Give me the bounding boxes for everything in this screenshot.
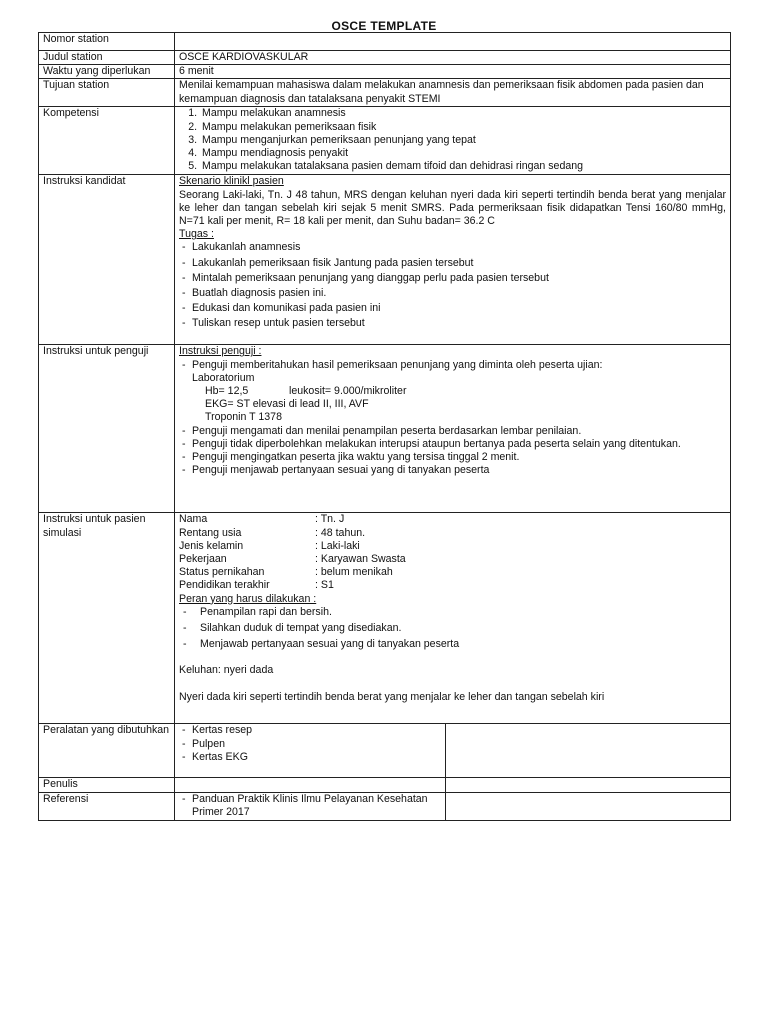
label-instruksi-kandidat: Instruksi kandidat <box>39 175 175 345</box>
list-item: - Mintalah pemeriksaan penunjang yang dianggap perlu pada pasien tersebut <box>179 272 726 287</box>
list-item: - Penampilan rapi dan bersih. <box>179 606 726 622</box>
kompetensi-list <box>179 107 726 173</box>
tasks-heading: Tugas : <box>179 228 214 241</box>
list-item: - Panduan Praktik Klinis Ilmu Pelayanan Kesehatan Primer 2017 <box>179 793 441 819</box>
row-instruksi-pasien <box>39 513 731 724</box>
label-judul-station: Judul station <box>39 51 175 65</box>
list-item: - Penguji tidak diperbolehkan melakukan interupsi ataupun bertanya pada peserta selain yang ditentukan. <box>179 438 726 451</box>
list-item: - Lakukanlah anamnesis <box>179 241 726 256</box>
list-item: - Buatlah diagnosis pasien ini. <box>179 287 726 302</box>
patient-field-row <box>179 566 726 579</box>
tasks-list <box>179 241 726 330</box>
value-instruksi-penguji <box>175 345 731 513</box>
patient-field-row <box>179 513 726 526</box>
lab-hb: Hb= 12,5 <box>205 385 249 398</box>
patient-field-label: Nama <box>179 513 208 526</box>
referensi-list <box>179 793 441 819</box>
list-item: - Penguji mengamati dan menilai penampilan peserta berdasarkan lembar penilaian. <box>179 425 726 438</box>
lab-leukosit: leukosit= 9.000/mikroliter <box>289 385 407 398</box>
row-judul-station <box>39 51 731 65</box>
patient-field-value: : 48 tahun. <box>315 526 366 539</box>
row-nomor-station <box>39 33 731 51</box>
patient-field-row <box>179 579 726 592</box>
list-item: - Penguji mengingatkan peserta jika waktu yang tersisa tinggal 2 menit. <box>179 451 726 464</box>
osce-template-table <box>38 32 731 821</box>
row-referensi <box>39 792 731 820</box>
value-penulis <box>175 778 446 792</box>
row-peralatan <box>39 724 731 778</box>
label-penulis: Penulis <box>39 778 175 792</box>
patient-field-label: Status pernikahan <box>179 566 265 579</box>
label-peralatan: Peralatan yang dibutuhkan <box>39 724 175 778</box>
label-waktu: Waktu yang diperlukan <box>39 65 175 79</box>
patient-field-value: : S1 <box>315 579 334 592</box>
value-instruksi-kandidat <box>175 175 731 345</box>
row-instruksi-kandidat <box>39 175 731 345</box>
scenario-text: Seorang Laki-laki, Tn. J 48 tahun, MRS dengan keluhan nyeri dada kiri seperti tertindih benda berat yang menjalar ke leher dan tangan sebelah kiri sejak 5 menit SMRS. Pada permeriksaan fisik didapatkan Tensi 160/80 mmHg, N=71 kali per menit, R= 18 kali per menit, dan Suhu badan= 36.2 C <box>179 188 726 228</box>
patient-field-row <box>179 540 726 553</box>
list-item: - Pulpen <box>179 738 441 751</box>
lab-ekg: EKG= ST elevasi di lead II, III, AVF <box>205 398 369 411</box>
penguji-list <box>179 359 726 478</box>
label-nomor-station: Nomor station <box>39 33 175 51</box>
value-referensi <box>175 792 446 820</box>
penguji-heading: Instruksi penguji : <box>179 345 262 358</box>
lab-title: Laboratorium <box>192 371 255 384</box>
value-judul-station: OSCE KARDIOVASKULAR <box>175 51 731 65</box>
patient-field-value: : Laki-laki <box>315 539 360 552</box>
penguji-first-item: - Penguji memberitahukan hasil pemeriksaan penunjang yang diminta oleh peserta ujian: <box>192 358 603 371</box>
list-item: - Edukasi dan komunikasi pada pasien ini <box>179 302 726 317</box>
list-item: - Tuliskan resep untuk pasien tersebut <box>179 317 726 330</box>
row-waktu <box>39 65 731 79</box>
patient-field-label: Pekerjaan <box>179 553 227 566</box>
list-item: 3. Mampu menganjurkan pemeriksaan penunjang yang tepat <box>200 134 726 147</box>
label-instruksi-penguji: Instruksi untuk penguji <box>39 345 175 513</box>
patient-field-label: Pendidikan terakhir <box>179 579 270 592</box>
list-item <box>179 359 726 425</box>
patient-field-label: Rentang usia <box>179 526 242 539</box>
patient-field-value: : belum menikah <box>315 566 393 579</box>
list-item: 1. Mampu melakukan anamnesis <box>200 107 726 120</box>
value-referensi-extra <box>446 792 731 820</box>
label-tujuan-station: Tujuan station <box>39 79 175 107</box>
value-penulis-extra <box>446 778 731 792</box>
value-instruksi-pasien <box>175 513 731 724</box>
list-item: - Kertas resep <box>179 724 441 737</box>
lab-values-line <box>192 385 726 398</box>
list-item: - Kertas EKG <box>179 751 441 764</box>
patient-field-row <box>179 553 726 566</box>
keluhan: Keluhan: nyeri dada <box>179 664 274 677</box>
patient-field-row <box>179 527 726 540</box>
value-waktu: 6 menit <box>175 65 731 79</box>
scenario-heading: Skenario klinikl pasien <box>179 175 284 188</box>
value-nomor-station <box>175 33 731 51</box>
list-item: - Menjawab pertanyaan sesuai yang di tanyakan peserta <box>179 638 726 651</box>
row-instruksi-penguji <box>39 345 731 513</box>
patient-field-value: : Karyawan Swasta <box>315 553 406 566</box>
list-item: - Lakukanlah pemeriksaan fisik Jantung pada pasien tersebut <box>179 257 726 272</box>
role-heading: Peran yang harus dilakukan : <box>179 592 317 605</box>
row-tujuan-station <box>39 79 731 107</box>
list-item: - Silahkan duduk di tempat yang disediakan. <box>179 622 726 638</box>
label-referensi: Referensi <box>39 792 175 820</box>
label-instruksi-pasien: Instruksi untuk pasien simulasi <box>39 513 175 724</box>
value-peralatan-extra <box>446 724 731 778</box>
keluhan-detail: Nyeri dada kiri seperti tertindih benda berat yang menjalar ke leher dan tangan sebelah kiri <box>179 690 605 703</box>
value-kompetensi <box>175 107 731 175</box>
list-item: 5. Mampu melakukan tatalaksana pasien demam tifoid dan dehidrasi ringan sedang <box>200 160 726 173</box>
value-tujuan-station: Menilai kemampuan mahasiswa dalam melakukan anamnesis dan pemeriksaan fisik abdomen pada pasien dan kemampuan diagnosis dan tatalaksana penyakit STEMI <box>175 79 731 107</box>
list-item: 4. Mampu mendiagnosis penyakit <box>200 147 726 160</box>
list-item: - Penguji menjawab pertanyaan sesuai yang di tanyakan peserta <box>179 464 726 477</box>
list-item: 2. Mampu melakukan pemeriksaan fisik <box>200 121 726 134</box>
peralatan-list <box>179 724 441 764</box>
role-list <box>179 606 726 652</box>
value-peralatan <box>175 724 446 778</box>
patient-field-value: : Tn. J <box>315 513 345 526</box>
document-title: OSCE TEMPLATE <box>331 19 437 33</box>
row-kompetensi <box>39 107 731 175</box>
lab-troponin: Troponin T 1378 <box>205 411 282 424</box>
label-kompetensi: Kompetensi <box>39 107 175 175</box>
patient-field-label: Jenis kelamin <box>179 539 244 552</box>
row-penulis <box>39 778 731 792</box>
